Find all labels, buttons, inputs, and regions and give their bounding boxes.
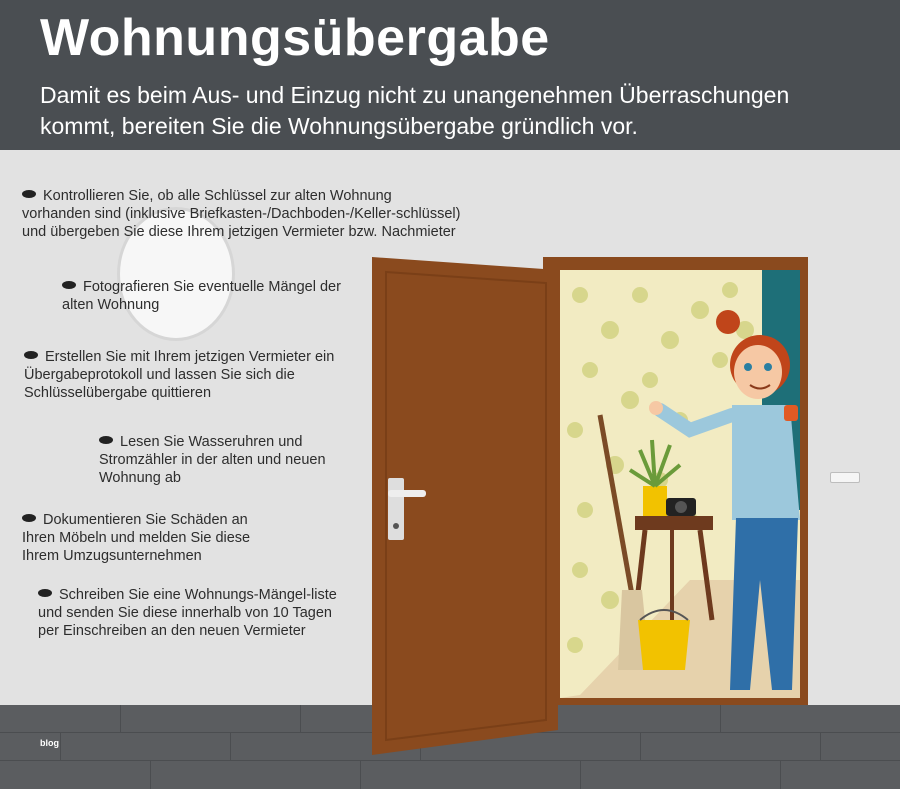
plant-icon: [643, 486, 667, 516]
tip-item: Erstellen Sie mit Ihrem jetzigen Vermieter ein Übergabeprotokoll und lassen Sie sich die Schlüsselübergabe quittieren: [24, 349, 335, 401]
page-title: Wohnungsübergabe: [40, 9, 550, 67]
tip-item: Lesen Sie Wasseruhren und Stromzähler in der alten und neuen Wohnung ab: [99, 434, 326, 486]
bullet-icon: [62, 281, 76, 289]
bullet-icon: [99, 436, 113, 444]
tip-item: Kontrollieren Sie, ob alle Schlüssel zur alten Wohnung vorhanden sind (inklusive Briefkasten-/Dachboden-/Keller-schlüssel) und übergeben Sie diese Ihrem jetzigen Vermieter bzw. Nachmieter: [22, 188, 461, 240]
tip-item: Schreiben Sie eine Wohnungs-Mängel-liste und senden Sie diese innerhalb von 10 Tagen per Einschreiben an den neuen Vermieter: [38, 587, 337, 639]
tip-item: Dokumentieren Sie Schäden an Ihren Möbeln und melden Sie diese Ihrem Umzugsunternehmen: [22, 512, 251, 564]
bullet-icon: [38, 589, 52, 597]
tip-item: Fotografieren Sie eventuelle Mängel der alten Wohnung: [62, 279, 341, 313]
door-handle-icon: [388, 478, 404, 540]
light-switch-icon: [830, 472, 860, 483]
page-subtitle: Damit es beim Aus- und Einzug nicht zu unangenehmen Überraschungen kommt, bereiten Sie die Wohnungsübergabe gründlich vor.: [40, 82, 790, 139]
keyhole-icon: [393, 523, 399, 529]
bullet-icon: [22, 190, 36, 198]
door-illustration: [360, 250, 820, 755]
bucket-icon: [638, 620, 690, 670]
side-table: [635, 516, 713, 530]
bullet-icon: [22, 514, 36, 522]
bullet-icon: [24, 351, 38, 359]
blog-logo: blog: [40, 738, 59, 748]
